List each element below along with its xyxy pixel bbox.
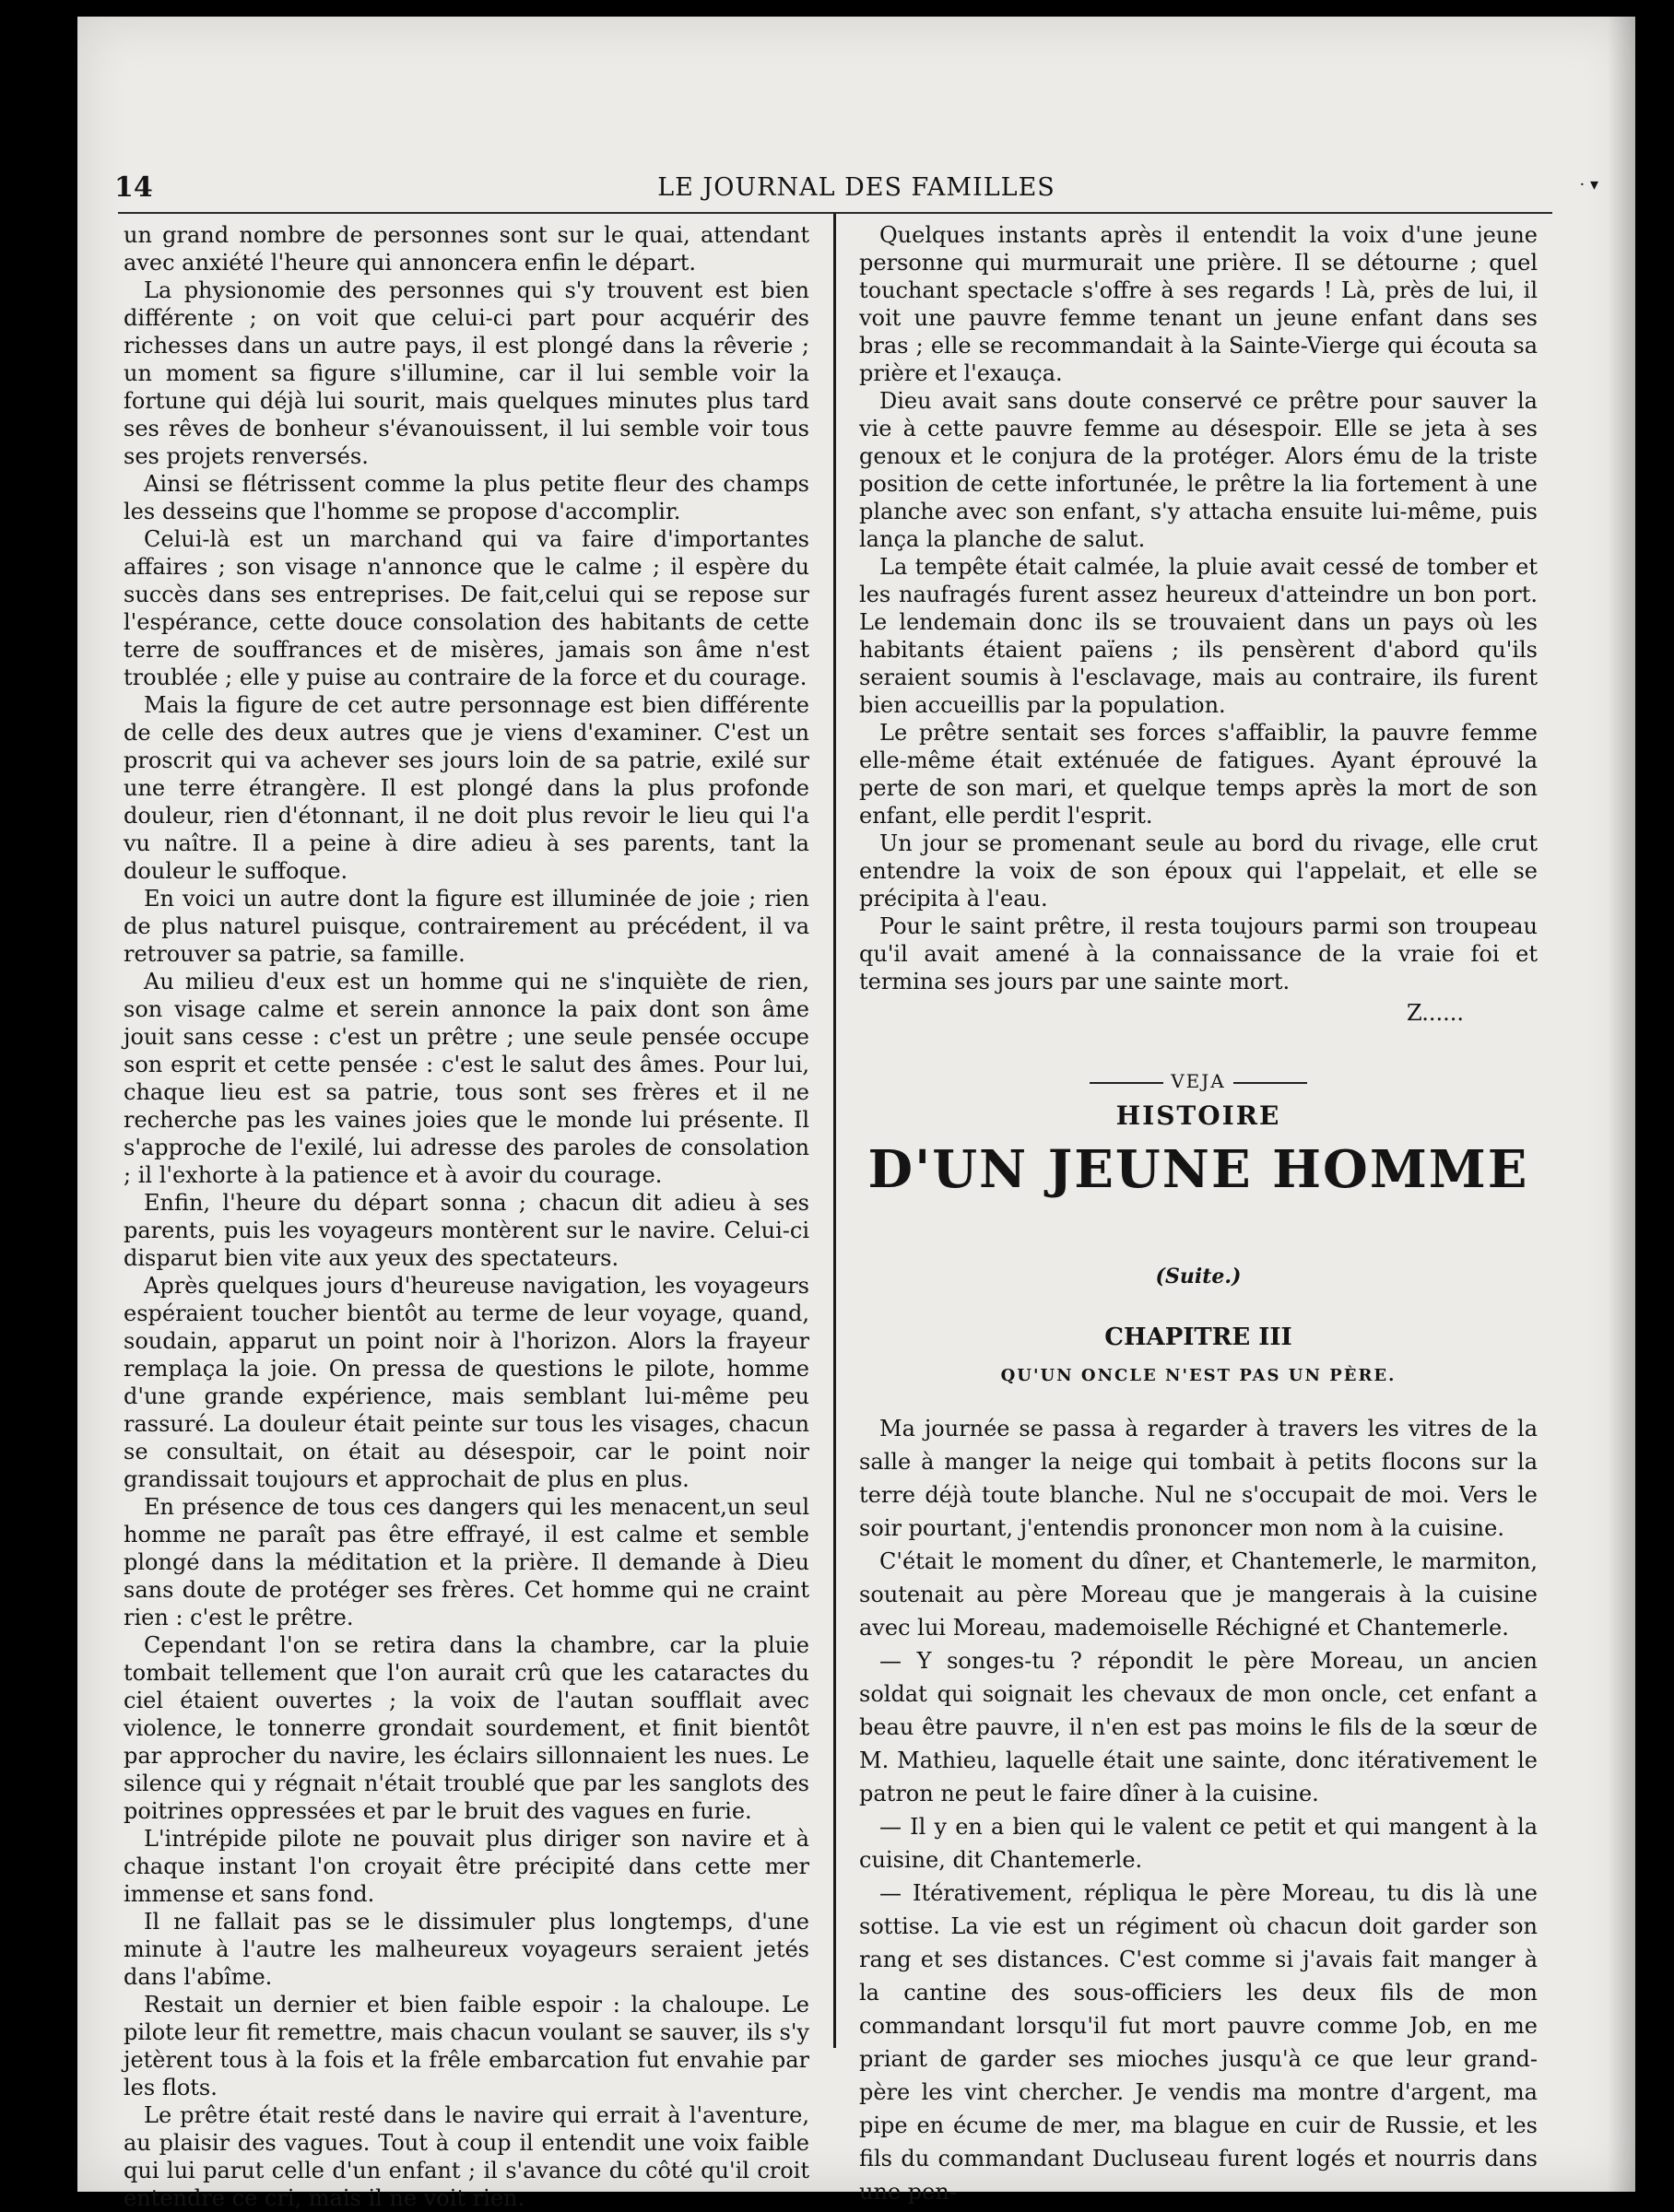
- paragraph: Pour le saint prêtre, il resta toujours parmi son troupeau qu'il avait amené à la connaissance de la vraie foi et termina ses jours par une sainte mort.: [859, 913, 1538, 994]
- paragraph: L'intrépide pilote ne pouvait plus diriger son navire et à chaque instant l'on croyait être précipité dans cette mer immense et sans fond.: [124, 1826, 809, 1907]
- paragraph: La physionomie des personnes qui s'y trouvent est bien différente ; on voit que celui-ci part pour acquérir des richesses dans un autre pays, il est plongé dans la rêverie ; un moment sa figure s'illumine, car il lui semble voir la fortune qui déjà lui sourit, mais quelques minutes plus tard ses rêves de bonheur s'évanouissent, il lui semble voir tous ses projets renversés.: [124, 277, 809, 469]
- paragraph: Dieu avait sans doute conservé ce prêtre pour sauver la vie à cette pauvre femme au désespoir. Elle se jeta à ses genoux et le conjura de la protéger. Alors ému de la triste position de cette infortunée, le prêtre la lia fortement à une planche avec son enfant, s'y attacha ensuite lui-même, puis lança la planche de salut.: [859, 388, 1538, 552]
- paragraph: Ainsi se flétrissent comme la plus petite fleur des champs les desseins que l'homme se propose d'accomplir.: [124, 471, 809, 524]
- paragraph: Ma journée se passa à regarder à travers les vitres de la salle à manger la neige qui tombait à petits flocons sur la terre déjà toute blanche. Nul ne s'occupait de moi. Vers le soir pourtant, j'entendis prononcer mon nom à la cuisine.: [859, 1416, 1538, 1541]
- story-title: D'UN JEUNE HOMME: [867, 1139, 1529, 1200]
- paragraph: Au milieu d'eux est un homme qui ne s'inquiète de rien, son visage calme et serein annonce la paix dont son âme jouit sans cesse : c'est un prêtre ; une seule pensée occupe son esprit et cette pensée : c'est le salut des âmes. Pour lui, chaque lieu est sa patrie, tous sont ses frères et il ne recherche pas les vaines joies que le monde lui présente. Il s'approche de l'exilé, lui adresse des paroles de consolation ; il l'exhorte à la patience et à avoir du courage.: [124, 969, 809, 1188]
- page-number: 14: [114, 171, 153, 204]
- paragraph: Mais la figure de cet autre personnage est bien différente de celle des deux autres que je viens d'examiner. C'est un proscrit qui va achever ses jours loin de sa patrie, exilé sur une terre étrangère. Il est plongé dans la plus profonde douleur, rien d'étonnant, il ne doit plus revoir le lieu qui l'a vu naître. Il a peine à dire adieu à ses parents, tant la douleur le suffoque.: [124, 692, 809, 884]
- histoire-heading: HISTOIRE: [1115, 1100, 1281, 1131]
- paragraph: un grand nombre de personnes sont sur le quai, attendant avec anxiété l'heure qui annoncera enfin le départ.: [124, 222, 809, 276]
- ornament-word: VEJA: [1171, 1070, 1226, 1092]
- running-head: [114, 171, 1598, 208]
- paragraph: La tempête était calmée, la pluie avait cessé de tomber et les naufragés furent assez heureux d'atteindre un bon port. Le lendemain donc ils se trouvaient dans un pays où les habitants étaient païens ; ils pensèrent d'abord qu'ils seraient soumis à l'esclavage, mais au contraire, ils furent bien accueillis par la population.: [859, 554, 1538, 718]
- column-rule: [833, 214, 836, 2048]
- paragraph: Le prêtre était resté dans le navire qui errait à l'aventure, au plaisir des vagues. Tout à coup il entendit une voix faible qui lui parut celle d'un enfant ; il s'avance du côté qu'il croit entendre ce cri, mais il ne voit rien.: [124, 2102, 809, 2211]
- story-body: [859, 1412, 1538, 2208]
- page-edge-shadow: [1608, 17, 1635, 2192]
- left-column: [124, 221, 809, 2212]
- corner-mark: · ▾: [1579, 175, 1598, 194]
- paragraph: — Itérativement, répliqua le père Moreau, tu dis là une sottise. La vie est un régiment où chacun doit garder son rang et ses distances. C'est comme si j'avais fait manger à la cantine des sous-officiers les deux fils de mon commandant lorsqu'il fut mort pauvre comme Job, en me priant de garder ses mioches jusqu'à ce que leur grand-père les vint chercher. Je vendis ma montre d'argent, ma pipe en écume de mer, ma blague en cuir de Russie, et les fils du commandant Ducluseau furent logés et nourris dans une pen-: [859, 1880, 1538, 2205]
- paragraph: Cependant l'on se retira dans la chambre, car la pluie tombait tellement que l'on aurait crû que les cataractes du ciel étaient ouvertes ; la voix de l'autan soufflait avec violence, le tonnerre grondait sourdement, et finit bientôt par approcher du navire, les éclairs sillonnaient les nues. Le silence qui y régnait n'était troublé que par les sanglots des poitrines oppressées et par le bruit des vagues en furie.: [124, 1632, 809, 1824]
- paragraph: Un jour se promenant seule au bord du rivage, elle crut entendre la voix de son époux qui l'appelait, et elle se précipita à l'eau.: [859, 830, 1538, 912]
- ornament-line: [1090, 1082, 1163, 1084]
- paragraph: Restait un dernier et bien faible espoir : la chaloupe. Le pilote leur fit remettre, mais chacun voulant se sauver, ils s'y jetèrent tous à la fois et la frêle embarcation fut envahie par les flots.: [124, 1992, 809, 2100]
- paragraph: Il ne fallait pas se le dissimuler plus longtemps, d'une minute à l'autre les malheureux voyageurs seraient jetés dans l'abîme.: [124, 1909, 809, 1990]
- chapter-heading: CHAPITRE III: [1104, 1324, 1292, 1351]
- newspaper-page: [77, 17, 1635, 2211]
- author-signature: Z......: [1406, 1000, 1464, 1026]
- paragraph: C'était le moment du dîner, et Chantemerle, le marmiton, soutenait au père Moreau que je mangerais à la cuisine avec lui Moreau, mademoiselle Réchigné et Chantemerle.: [859, 1548, 1538, 1641]
- paragraph: En présence de tous ces dangers qui les menacent,un seul homme ne paraît pas être effrayé, il est calme et semble plongé dans la méditation et la prière. Il demande à Dieu sans doute de protéger ses frères. Cet homme qui ne craint rien : c'est le prêtre.: [124, 1494, 809, 1630]
- ornament-line: [1233, 1082, 1307, 1084]
- journal-title: LE JOURNAL DES FAMILLES: [657, 173, 1055, 202]
- paragraph: Celui-là est un marchand qui va faire d'importantes affaires ; son visage n'annonce que le calme ; il espère du succès dans ses entreprises. De fait,celui qui se repose sur l'espérance, cette douce consolation des habitants de cette terre de souffrances et de misères, jamais son âme n'est troublée ; elle y puise au contraire de la force et du courage.: [124, 526, 809, 690]
- chapter-subtitle: QU'UN ONCLE N'EST PAS UN PÈRE.: [1000, 1366, 1397, 1385]
- right-column: [859, 221, 1538, 2208]
- paragraph: Quelques instants après il entendit la voix d'une jeune personne qui murmurait une prière. Il se détourne ; quel touchant spectacle s'offre à ses regards ! Là, près de lui, il voit une pauvre femme tenant un jeune enfant dans ses bras ; elle se recommandait à la Sainte-Vierge qui écouta sa prière et l'exauça.: [859, 222, 1538, 386]
- paragraph: — Y songes-tu ? répondit le père Moreau, un ancien soldat qui soignait les chevaux de mon oncle, cet enfant a beau être pauvre, il n'en est pas moins le fils de la sœur de M. Mathieu, laquelle était une sainte, donc itérativement le patron ne peut le faire dîner à la cuisine.: [859, 1648, 1538, 1806]
- paragraph: Après quelques jours d'heureuse navigation, les voyageurs espéraient toucher bientôt au terme de leur voyage, quand, soudain, apparut un point noir à l'horizon. Alors la frayeur remplaça la joie. On pressa de questions le pilote, homme d'une grande expérience, mais semblant lui-même peu rassuré. La douleur était peinte sur tous les visages, chacun se consultait, on était au désespoir, car le point noir grandissait toujours et approchait de plus en plus.: [124, 1273, 809, 1492]
- paragraph: Le prêtre sentait ses forces s'affaiblir, la pauvre femme elle-même était exténuée de fatigues. Ayant éprouvé la perte de son mari, et quelque temps après la mort de son enfant, elle perdit l'esprit.: [859, 720, 1538, 829]
- paragraph: Enfin, l'heure du départ sonna ; chacun dit adieu à ses parents, puis les voyageurs montèrent sur le navire. Celui-ci disparut bien vite aux yeux des spectateurs.: [124, 1190, 809, 1271]
- paragraph: En voici un autre dont la figure est illuminée de joie ; rien de plus naturel puisque, contrairement au précédent, il va retrouver sa patrie, sa famille.: [124, 886, 809, 967]
- section-ornament: [859, 1067, 1538, 1095]
- paragraph: — Il y en a bien qui le valent ce petit et qui mangent à la cuisine, dit Chantemerle.: [859, 1814, 1538, 1873]
- suite-label: (Suite.): [1155, 1265, 1242, 1288]
